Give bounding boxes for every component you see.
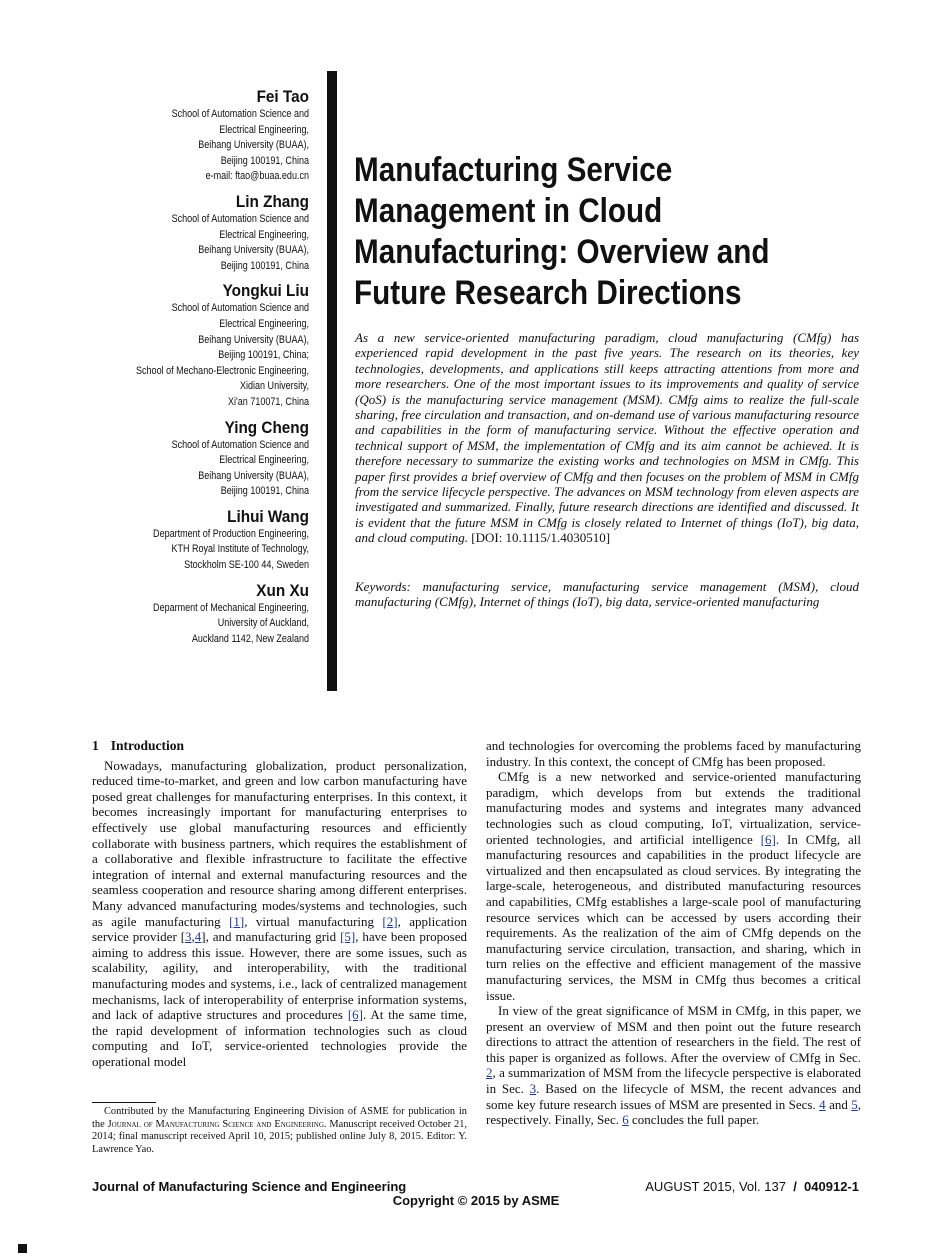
author-block [96,280,309,410]
paragraph-text: concludes the full paper. [628,1112,760,1128]
intro-paragraph-1-continued [486,738,861,769]
author-block [96,417,309,500]
intro-paragraph-2 [486,769,861,1003]
citation-link[interactable]: 4 [819,1096,826,1112]
footnote [92,1106,467,1156]
footer-issue-info: AUGUST 2015, Vol. 137 [645,1179,786,1194]
author-affiliation-line: Beijing 100191, China; [218,349,309,362]
footer-journal-name: Journal of Manufacturing Science and Engineering [92,1179,407,1194]
citation-link[interactable]: 2 [486,1065,493,1081]
author-affiliation-line: Stockholm SE-100 44, Sweden [184,559,309,572]
author-name: Xun Xu [256,580,309,600]
author-block [96,580,309,648]
author-affiliation-line: School of Automation Science and [171,108,309,120]
title-line: Future Research Directions [354,274,742,312]
section-title: Introduction [110,738,185,753]
title-line: Management in Cloud [354,192,663,230]
paragraph-text: Nowadays, manufacturing globalization, product personalization, reduced time-to-market, and green and low carbon manufacturing have posed great challenges for manufacturing enterprises. In this context, it becomes increasingly important for manufacturing enterprises to effectively use global manufacturing resources and efficiently collaborate with business partners, which requires the establishment of a collaborative and flexible infrastructure to facilitate the effective integration of internal and external manufacturing resources and the seamless cooperation and resource sharing among different enterprises. Many advanced manufacturing modes/systems and technologies, such as agile manufacturing [92,757,467,929]
author-name: Ying Cheng [224,417,309,437]
body-column-left [92,738,467,1069]
paragraph-text: , respectively. Finally, Sec. [486,1096,861,1128]
footer-separator: / [793,1179,797,1194]
author-affiliation-line: School of Automation Science and [171,302,309,315]
paragraph-text: , virtual manufacturing [244,913,383,929]
author-affiliation-line: Department of Production Engineering, [153,527,309,540]
author-affiliation-line: University of Auckland, [217,617,309,630]
author-affiliation-line: Xidian University, [239,380,309,393]
citation-link[interactable]: [1] [229,913,245,929]
footnote-post: . Manuscript received October 21, 2014; final manuscript received April 10, 2015; published online July 8, 2015. Editor: Y. Lawrence Yao. [92,1118,467,1155]
paper-title [354,150,801,314]
author-affiliation-line: Electrical Engineering, [219,123,309,136]
author-affiliation-line: Beijing 100191, China [220,485,309,498]
abstract-text: As a new service-oriented manufacturing paradigm, cloud manufacturing (CMfg) has experienced rapid development in the past five years. The research on its theories, key technologies, developments, and applications still keeps attracting attentions from more and more researchers. One of the most important issues to its improvements and quality of service (QoS) is the manufacturing service management (MSM). CMfg aims to realize the full-scale sharing, free circulation and transaction, and on-demand use of various manufacturing resource and capabilities in the form of manufacturing service. Without the effective operation and technical support of MSM, the implementation of CMfg and its aim cannot be achieved. It is therefore necessary to summarize the existing works and technologies on MSM in CMfg. This paper first provides a brief overview of CMfg and then focuses on the problem of MSM in CMfg from the service lifecycle perspective. The advances on MSM technology from eleven aspects are investigated and summarized. Finally, future research directions are identified and discussed. It is evident that the future MSM in CMfg is closely related to Internet of things (IoT), big data, and cloud computing. [355,330,859,546]
paragraph-text: CMfg is a new networked and service-oriented manufacturing paradigm, which develops from but extends the traditional manufacturing modes and systems and integrates many advanced technologies such as cloud computing, IoT, virtualization, service-oriented technologies, and artificial intelligence [486,769,861,847]
intro-paragraph-3 [486,1003,861,1128]
paragraph-text: In view of the great significance of MSM in CMfg, in this paper, we present an overview of MSM and then point out the future research directions to attract the attention of researchers in the field. The rest of this paper is organized as follows. After the overview of CMfg in Sec. [486,1003,861,1065]
corner-mark [18,1244,27,1253]
citation-link[interactable]: [2] [382,913,398,929]
author-name: Lin Zhang [235,191,309,211]
citation-link[interactable]: [6] [347,1007,363,1023]
paragraph-text: , have been proposed aiming to address this issue. However, there are some issues, such as scalability, agility, and interoperability, with the traditional manufacturing modes and systems, i.e., lack of centralized management mechanisms, lack of interoperability of enterprise information systems, and lack of adaptive structures and procedures [92,929,467,1023]
author-affiliation-line: Beihang University (BUAA), [198,244,309,257]
section-number: 1 [92,738,99,753]
author-name: Lihui Wang [227,506,309,526]
footnote-journal: Journal of Manufacturing Science and Engineering [107,1118,324,1130]
footer-issue [645,1179,859,1194]
paragraph-text: and [825,1096,852,1112]
author-affiliation-line: Electrical Engineering, [219,317,309,330]
paragraph-text: , [191,929,195,945]
author-affiliation-line: Beihang University (BUAA), [198,333,309,346]
title-line: Manufacturing Service [354,151,673,189]
author-affiliation-line: Auckland 1142, New Zealand [191,632,309,645]
author-affiliation-line: School of Mechano-Electronic Engineering, [136,364,309,377]
footer-copyright: Copyright © 2015 by ASME [392,1193,560,1208]
paragraph-text: and technologies for overcoming the problems faced by manufacturing industry. In this context, the concept of CMfg has been proposed. [486,738,861,769]
author-affiliation-line: Xi'an 710071, China [228,395,309,408]
intro-paragraph-1 [92,758,467,1070]
doi[interactable]: [DOI: 10.1115/1.4030510] [471,530,611,546]
author-affiliation-line: Beihang University (BUAA), [198,139,309,152]
body-column-right [486,738,861,1128]
paragraph-text: . Based on the lifecycle of MSM, the recent advances and some key future research issues of MSM are presented in Secs. [486,1081,861,1112]
title-line: Manufacturing: Overview and [354,233,770,271]
author-affiliation-line: Beijing 100191, China [220,154,309,167]
paragraph-text: ], and manufacturing grid [201,929,341,945]
citation-link[interactable]: 6 [622,1112,629,1128]
citation-link[interactable]: 5 [851,1096,858,1112]
footnote-pre: Contributed by the Manufacturing Engineering Division of ASME for publication in the [92,1106,467,1130]
author-block [96,86,309,185]
citation-link[interactable]: [5] [340,929,356,945]
paragraph-text: . At the same time, the rapid development of information technologies such as cloud computing and IoT, service-oriented technologies provide the operational model [92,1007,467,1069]
citation-link[interactable]: 4 [194,929,202,945]
author-affiliation-line: Electrical Engineering, [219,454,309,467]
citation-link[interactable]: 3 [185,929,192,945]
author-block [96,506,309,574]
author-affiliation-line: Electrical Engineering, [219,228,309,241]
footer-page-id: 040912-1 [804,1179,859,1194]
author-affiliation-line: Beijing 100191, China [220,259,309,272]
author-affiliation-line: KTH Royal Institute of Technology, [171,543,309,556]
paragraph-text: , a summarization of MSM from the lifecycle perspective is elaborated in Sec. [486,1065,861,1097]
footnote-rule [92,1102,156,1103]
paragraph-text: . In CMfg, all manufacturing resources and capabilities in the product lifecycle are virtualized and then encapsulated as cloud services. By integrating the large-scale, heterogeneous, and distributed manufacturing resources and capabilities, CMfg establishes a large-scale pool of manufacturing resource services which can be accessed by users according their requirements. As the realization of the aim of CMfg depends on the manufacturing service circulation, transaction, and sharing, which in turn relies on the effective and efficient management of the massive manufacturing services, the MSM in CMfg thus becomes a critical issue. [486,831,862,1003]
author-affiliation-line: e-mail: ftao@buaa.edu.cn [205,170,309,183]
paragraph-text: , application service provider [ [92,913,467,945]
citation-link[interactable]: 3 [529,1081,537,1097]
author-name: Yongkui Liu [222,281,309,301]
author-affiliation-line: Beihang University (BUAA), [198,469,309,482]
author-affiliation-line: School of Automation Science and [171,212,309,225]
citation-link[interactable]: [6] [760,831,776,847]
abstract [355,330,859,546]
section-heading [92,738,467,754]
author-block [96,191,309,274]
author-affiliation-line: School of Automation Science and [171,438,309,451]
author-list [96,86,309,653]
title-divider-bar [327,71,337,691]
author-name: Fei Tao [256,87,309,106]
author-affiliation-line: Deparment of Mechanical Engineering, [153,601,309,614]
keywords: Keywords: manufacturing service, manufacturing service management (MSM), cloud manufacturing (CMfg), Internet of things (IoT), big data, service-oriented manufacturing [355,579,859,610]
